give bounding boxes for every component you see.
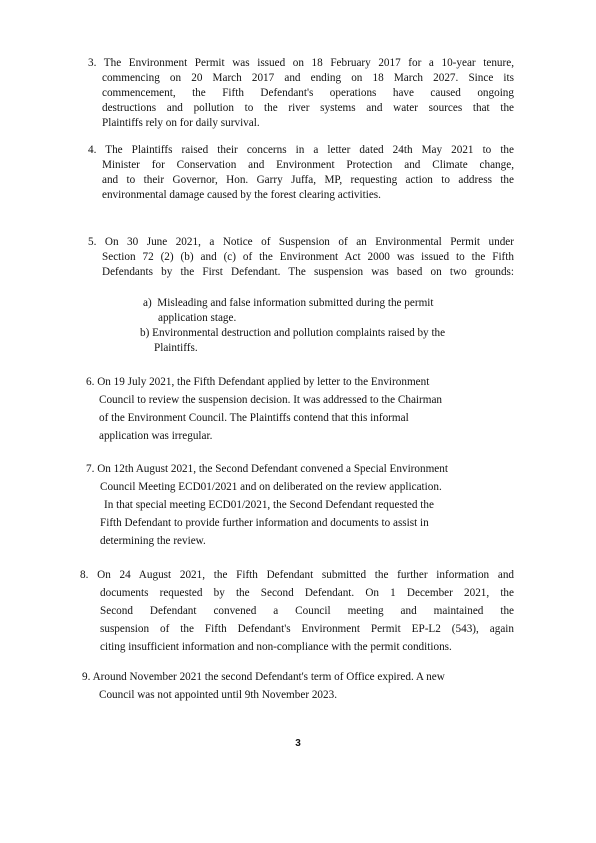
paragraph-line: and to their Governor, Hon. Garry Juffa, MP, requesting action to address the	[102, 174, 514, 186]
paragraph-number: 7.	[86, 463, 95, 475]
paragraph-line: On 19 July 2021, the Fifth Defendant applied by letter to the Environment	[97, 376, 430, 388]
paragraph-8	[80, 566, 514, 656]
list-marker: a)	[143, 297, 152, 309]
paragraph-5	[88, 235, 514, 280]
paragraph-number: 5.	[88, 236, 97, 248]
paragraph-4	[88, 143, 514, 203]
paragraph-line: Defendants by the First Defendant. The suspension was based on two grounds:	[102, 266, 514, 278]
paragraph-line: Fifth Defendant to provide further information and documents to assist in	[100, 517, 429, 529]
paragraph-line: Plaintiffs rely on for daily survival.	[102, 117, 260, 129]
paragraph-line: destructions and pollution to the river systems and water sources that the	[102, 102, 514, 114]
paragraph-line: Council to review the suspension decision. It was addressed to the Chairman	[99, 394, 443, 406]
list-item	[140, 296, 520, 326]
paragraph-line: Council Meeting ECD01/2021 and on deliberated on the review application.	[100, 481, 442, 493]
page-number: 3	[295, 738, 301, 749]
paragraph-line: On 30 June 2021, a Notice of Suspension of an Environmental Permit under	[104, 236, 515, 248]
paragraph-9	[82, 668, 502, 704]
paragraph-number: 3.	[88, 57, 97, 69]
paragraph-3	[88, 56, 514, 131]
paragraph-line: Council was not appointed until 9th November 2023.	[99, 689, 338, 701]
list-marker: b)	[140, 327, 150, 339]
paragraph-line: determining the review.	[100, 535, 206, 547]
paragraph-line: commencing on 20 March 2017 and ending on 18 March 2027. Since its	[102, 72, 514, 84]
list-item-text: Plaintiffs.	[154, 342, 198, 354]
paragraph-line: On 12th August 2021, the Second Defendant convened a Special Environment	[97, 463, 448, 475]
paragraph-line: commencement, the Fifth Defendant's operations have caused ongoing	[102, 87, 514, 99]
paragraph-number: 4.	[88, 144, 97, 156]
paragraph-line: Around November 2021 the second Defendant's term of Office expired. A new	[92, 671, 445, 683]
paragraph-number: 6.	[86, 376, 95, 388]
paragraph-line: The Environment Permit was issued on 18 February 2017 for a 10-year tenure,	[103, 57, 514, 69]
list-item-text: Misleading and false information submitted during the permit	[157, 297, 434, 309]
grounds-list	[140, 296, 520, 356]
list-item-text: application stage.	[158, 312, 237, 324]
paragraph-number: 9.	[82, 671, 91, 683]
paragraph-line: of the Environment Council. The Plaintiffs contend that this informal	[99, 412, 409, 424]
paragraph-line: The Plaintiffs raised their concerns in a letter dated 24th May 2021 to the	[105, 144, 514, 156]
paragraph-line: Second Defendant convened a Council meeting and maintained the	[100, 605, 514, 617]
paragraph-number: 8.	[80, 569, 89, 581]
paragraph-line: Section 72 (2) (b) and (c) of the Environment Act 2000 was issued to the Fifth	[102, 251, 514, 263]
paragraph-line: environmental damage caused by the forest clearing activities.	[102, 189, 381, 201]
paragraph-line: On 24 August 2021, the Fifth Defendant submitted the further information and	[97, 569, 515, 581]
paragraph-line: suspension of the Fifth Defendant's Environment Permit EP-L2 (543), again	[100, 623, 514, 635]
paragraph-line: application was irregular.	[99, 430, 213, 442]
paragraph-line: Minister for Conservation and Environment Protection and Climate change,	[102, 159, 514, 171]
paragraph-6	[86, 373, 506, 445]
paragraph-line: citing insufficient information and non-compliance with the permit conditions.	[100, 641, 452, 653]
paragraph-line: documents requested by the Second Defendant. On 1 December 2021, the	[100, 587, 514, 599]
list-item	[140, 326, 520, 356]
paragraph-line: In that special meeting ECD01/2021, the Second Defendant requested the	[104, 499, 434, 511]
paragraph-7	[86, 460, 516, 550]
list-item-text: Environmental destruction and pollution complaints raised by the	[152, 327, 446, 339]
